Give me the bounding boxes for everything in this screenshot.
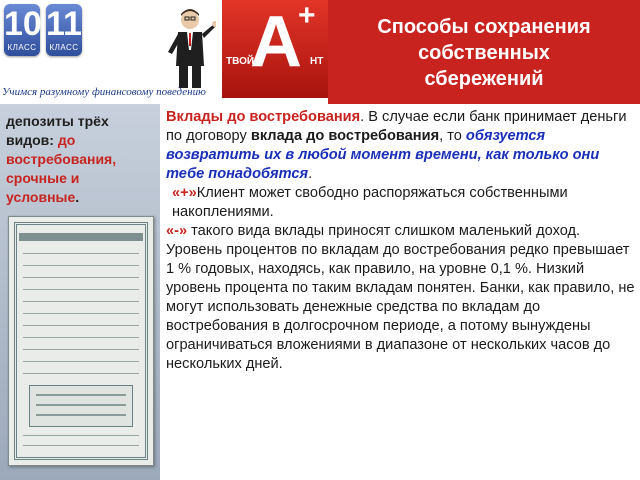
grade-10-label: КЛАСС — [7, 43, 37, 52]
certificate-line — [23, 445, 139, 446]
grade-11-number: 11 — [46, 5, 82, 43]
title-line-3: сбережений — [424, 68, 544, 90]
title-panel — [328, 0, 640, 104]
grade-10-number: 10 — [4, 5, 42, 43]
definition-part-e: . — [308, 166, 313, 182]
certificate-line — [23, 435, 139, 436]
advantage-text: Клиент может свободно распоряжаться собственными накоплениями. — [172, 185, 568, 220]
certificate-line — [23, 349, 139, 350]
main-text — [166, 108, 638, 374]
certificate-line — [23, 253, 139, 254]
title-line-1: Способы сохранения — [377, 16, 591, 38]
certificate-line — [23, 361, 139, 362]
deposit-certificate-image — [8, 216, 154, 466]
aplus-letter: A — [250, 2, 302, 82]
page-title — [328, 14, 640, 92]
term-demand-deposits: Вклады до востребования — [166, 109, 361, 125]
aplus-right-text: НТ — [310, 56, 324, 67]
plus-marker: «+» — [172, 185, 197, 201]
certificate-stamp-box — [29, 385, 133, 427]
certificate-box-line — [36, 404, 126, 406]
deposit-types-caption — [6, 112, 156, 207]
paragraph-disadvantage — [166, 222, 638, 374]
aplus-logo — [222, 0, 328, 98]
caption-period: . — [75, 189, 80, 205]
certificate-line — [23, 301, 139, 302]
certificate-box-line — [36, 394, 126, 396]
left-panel — [0, 104, 160, 480]
definition-part-a: . В случае если банк принимает деньги по договору — [166, 109, 627, 144]
certificate-box-line — [36, 414, 126, 416]
teacher-figure-icon — [160, 6, 216, 90]
certificate-line — [23, 325, 139, 326]
aplus-left-text: ТВОЙ — [226, 56, 255, 67]
certificate-heading — [19, 233, 143, 241]
grade-11-badge — [46, 4, 82, 56]
definition-emphasis: обязуется возвратить их в любой момент времени, как только они тебе понадобятся — [166, 128, 600, 182]
certificate-line — [23, 289, 139, 290]
slogan: Учимся разумному финансовому поведению — [2, 86, 206, 98]
minus-marker: «-» — [166, 223, 188, 239]
caption-lead: депозиты трёх видов: — [6, 113, 109, 148]
title-line-2: собственных — [418, 42, 550, 64]
grade-11-label: КЛАСС — [49, 43, 79, 52]
aplus-plus: + — [298, 0, 316, 32]
certificate-line — [23, 373, 139, 374]
certificate-line — [23, 277, 139, 278]
definition-part-c: , то — [439, 128, 466, 144]
certificate-line — [23, 337, 139, 338]
certificate-line — [23, 265, 139, 266]
paragraph-advantage — [166, 184, 638, 222]
definition-term-bold: вклада до востребования — [250, 128, 440, 144]
paragraph-definition — [166, 108, 638, 184]
certificate-line — [23, 313, 139, 314]
disadvantage-text: такого вида вклады приносят слишком маленький доход. Уровень процентов по вкладам до востребования редко превышает 1 % годовых, находясь, как правило, на уровне 0,1 %. Низкий уровень процента по таким вкладам понятен. Банки, как правило, не могут использовать денежные средства по вкладам до востребования в долгосрочном периоде, а потому вынуждены ограничиваться вложениями в диапазоне от нескольких часов до нескольких дней. — [166, 223, 635, 372]
caption-types: до востребования, срочные и условные — [6, 132, 117, 205]
grade-10-badge — [4, 4, 40, 56]
header — [0, 0, 640, 104]
